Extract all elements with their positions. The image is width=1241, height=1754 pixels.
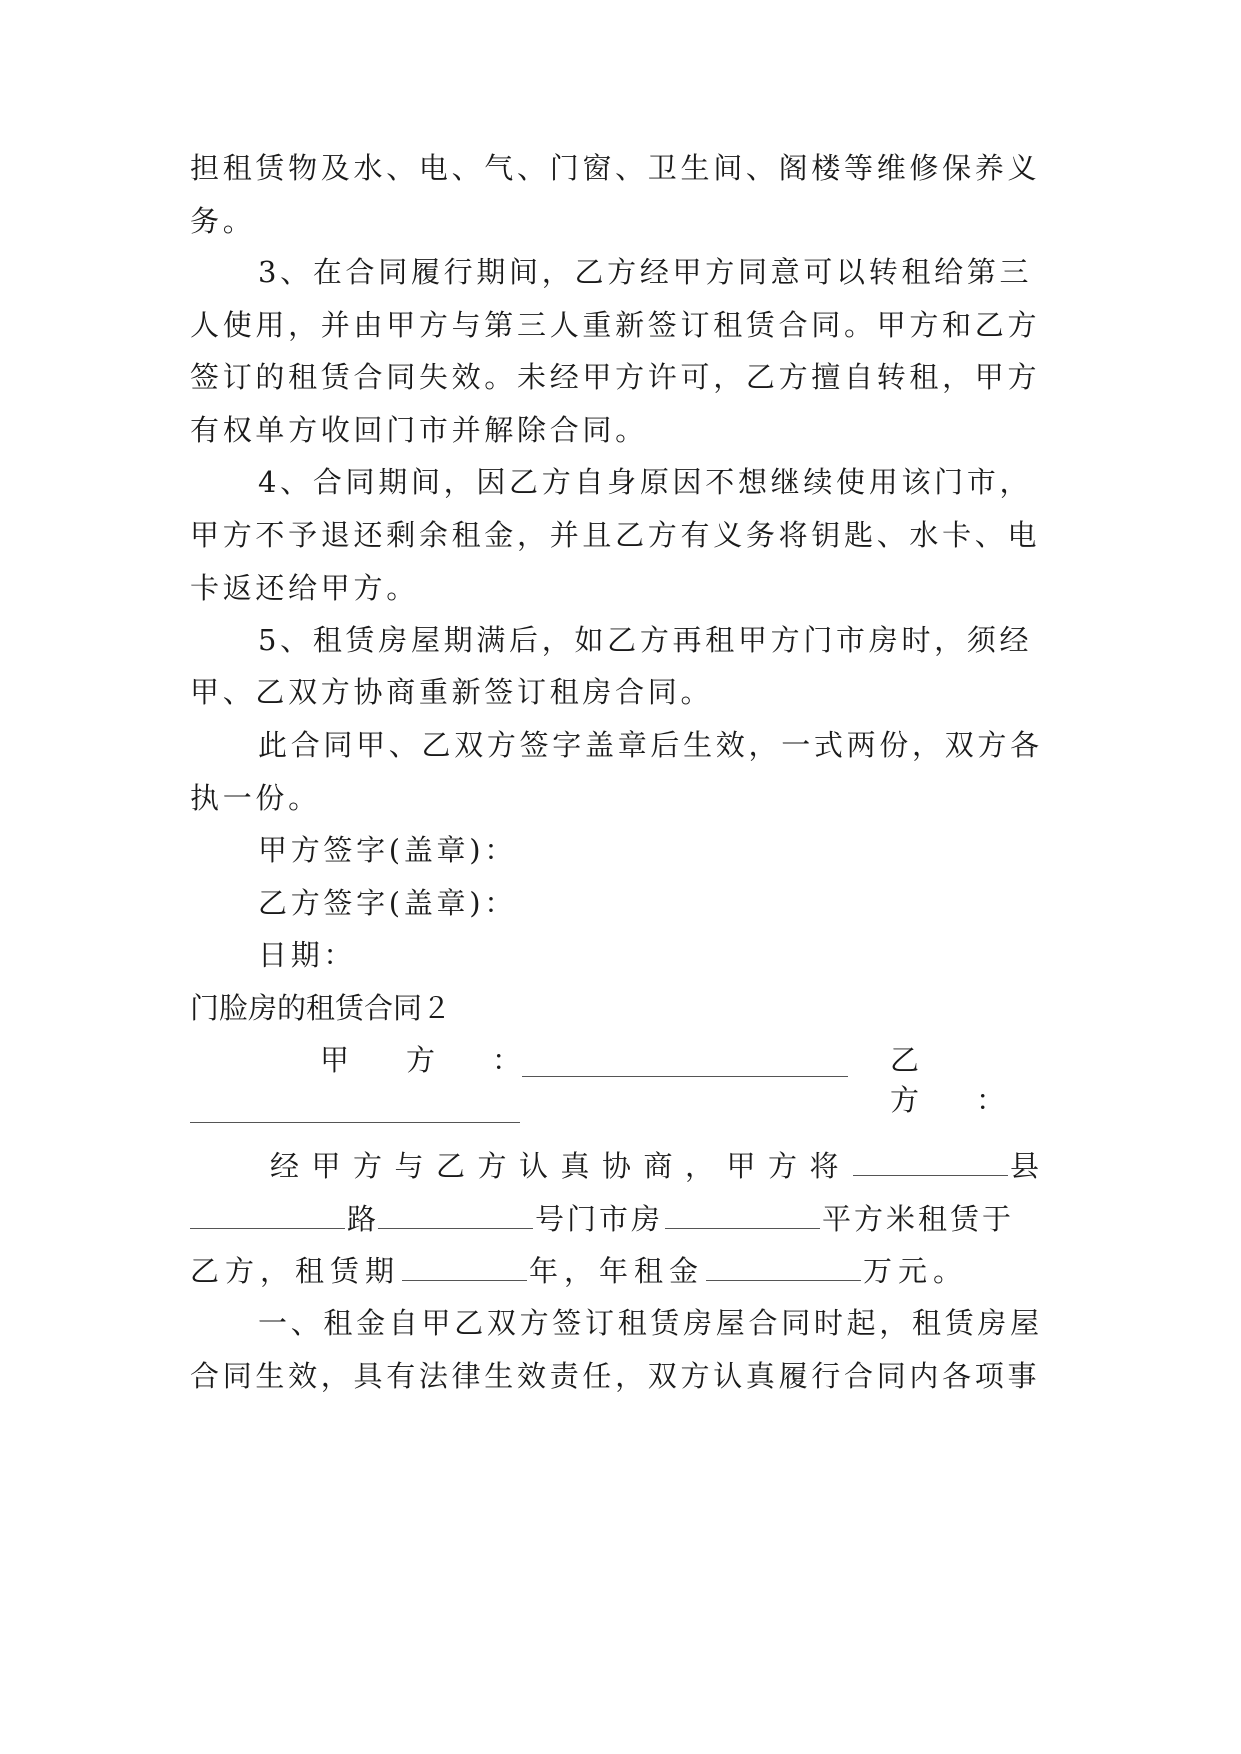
county-name-blank: [190, 1198, 345, 1229]
party-row: [190, 1040, 1060, 1117]
party-a-blank: [522, 1076, 848, 1077]
text-line: 甲方不予退还剩余租金，并且乙方有义务将钥匙、水卡、电: [190, 518, 1041, 552]
party-b-signature: 乙方签字(盖章)：: [258, 886, 517, 920]
party-b-label: 乙 方 ：: [890, 1043, 1020, 1117]
clause-1-line: 一、租金自甲乙双方签订租赁房屋合同时起，租赁房屋: [258, 1306, 1043, 1340]
party-b-blank: [190, 1122, 520, 1123]
text-line: 甲、乙双方协商重新签订租房合同。: [190, 675, 714, 709]
text-line: 有权单方收回门市并解除合同。: [190, 413, 648, 447]
intro-text: 经甲方与乙方认真协商，甲方将: [270, 1149, 852, 1183]
intro-line-1: [270, 1145, 1060, 1186]
intro-line-3: [190, 1250, 1060, 1291]
year-label: 年，年租金: [529, 1254, 705, 1288]
rent-blank: [706, 1250, 861, 1281]
lessee-text: 乙方，租赁期: [190, 1254, 401, 1288]
text-line: 担租赁物及水、电、气、门窗、卫生间、阁楼等维修保养义: [190, 151, 1041, 185]
effect-clause-line: 此合同甲、乙双方签字盖章后生效，一式两份，双方各: [258, 728, 1043, 762]
text-line: 签订的租赁合同失效。未经甲方许可，乙方擅自转租，甲方: [190, 360, 1041, 394]
number-label: 号门市房: [535, 1202, 664, 1236]
road-label: 路: [347, 1202, 377, 1236]
contract-title: 门脸房的租赁合同２: [190, 991, 452, 1025]
area-label: 平方米租赁于: [822, 1202, 1015, 1236]
text-line: 卡返还给甲方。: [190, 571, 419, 605]
clause-3-line: 3、在合同履行期间，乙方经甲方同意可以转租给第三: [258, 255, 1033, 289]
county-label: 县: [1010, 1149, 1040, 1183]
party-a-signature: 甲方签字(盖章)：: [258, 833, 517, 867]
clause-5-line: 5、租赁房屋期满后，如乙方再租甲方门市房时，须经: [258, 623, 1033, 657]
text-line: 人使用，并由甲方与第三人重新签订租赁合同。甲方和乙方: [190, 308, 1041, 342]
party-a-label: 甲 方 ：: [320, 1043, 536, 1077]
area-blank: [665, 1198, 820, 1229]
term-blank: [402, 1250, 527, 1281]
date-line: 日期：: [258, 938, 357, 972]
intro-line-2: [190, 1198, 1060, 1239]
text-line: 执一份。: [190, 781, 321, 815]
text-line: 合同生效，具有法律生效责任，双方认真履行合同内各项事: [190, 1359, 1041, 1393]
amount-label: 万元。: [863, 1254, 969, 1288]
county-blank: [853, 1145, 1008, 1176]
road-blank: [378, 1198, 533, 1229]
clause-4-line: 4、合同期间，因乙方自身原因不想继续使用该门市，: [258, 465, 1033, 499]
text-line: 务。: [190, 204, 256, 238]
